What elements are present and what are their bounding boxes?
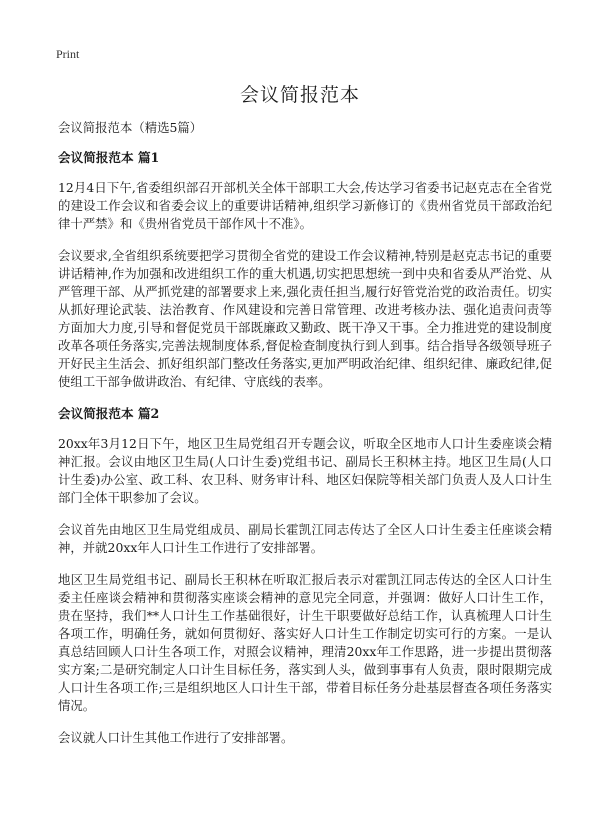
paragraph: 会议就人口计生其他工作进行了安排部署。 [58,730,294,745]
paragraph: 会议首先由地区卫生局党组成员、副局长霍凯江同志传达了全区人口计生委主任座谈会精神，并就20xx年人口计生工作进行了安排部署。 [58,522,552,555]
document-title: 会议简报范本 [239,84,360,106]
print-link[interactable]: Print [56,47,80,61]
paragraph: 12月4日下午,省委组织部召开部机关全体干部职工大会,传达学习省委书记赵克志在全省党的建设工作会议和省委会议上的重要讲话精神,组织学习新修订的《贵州省党员干部政治纪律十严禁》和《贵州省党员干部作风十不准》。 [58,180,552,231]
document-body [58,119,552,761]
section-heading-1: 会议简报范本 篇1 [58,150,160,165]
document-intro: 会议简报范本（精选5篇） [58,120,203,135]
paragraph: 地区卫生局党组书记、副局长王积林在听取汇报后表示对霍凯江同志传达的全区人口计生委主任座谈会精神和贯彻落实座谈会精神的意见完全同意，并强调：做好人口计生工作，贵在坚持，我们**人口计生工作基础很好，计生干职要做好总结工作，认真梳理人口计生各项工作，明确任务，就如何贯彻好、落实好人口计生工作制定切实可行的方案。一是认真总结回顾人口计生各项工作，对照会议精神，理清20xx年工作思路，进一步提出贯彻落实方案;二是研究制定人口计生目标任务，落实到人头，做到事事有人负责，限时限期完成人口计生各项工作;三是组织地区人口计生干部，带着目标任务分赴基层督查各项任务落实情况。 [58,572,552,713]
paragraph: 20xx年3月12日下午，地区卫生局党组召开专题会议，听取全区地市人口计生委座谈会精神汇报。会议由地区卫生局(人口计生委)党组书记、副局长王积林主持。地区卫生局(人口计生委)办公室、政工科、农卫科、财务审计科、地区妇保院等相关部门负责人及人口计生部门全体干职参加了会议。 [58,436,552,505]
paragraph: 会议要求,全省组织系统要把学习贯彻全省党的建设工作会议精神,特别是赵克志书记的重要讲话精神,作为加强和改进组织工作的重大机遇,切实把思想统一到中央和省委从严治党、从严管理干部、从严抓党建的部署要求上来,强化责任担当,履行好管党治党的政治责任。切实从抓好理论武装、法治教育、作风建设和完善日常管理、改进考核办法、强化追责问责等方面加大力度,引导和督促党员干部既廉政又勤政、既干净又干事。全力推进党的建设制度改革各项任务落实,完善法规制度体系,督促检查制度执行到人到事。结合指导各级领导班子开好民主生活会、抓好组织部门整改任务落实,更加严明政治纪律、组织纪律、廉政纪律,促使组工干部争做讲政治、有纪律、守底线的表率。 [58,248,552,389]
section-heading-2: 会议简报范本 篇2 [58,406,160,421]
